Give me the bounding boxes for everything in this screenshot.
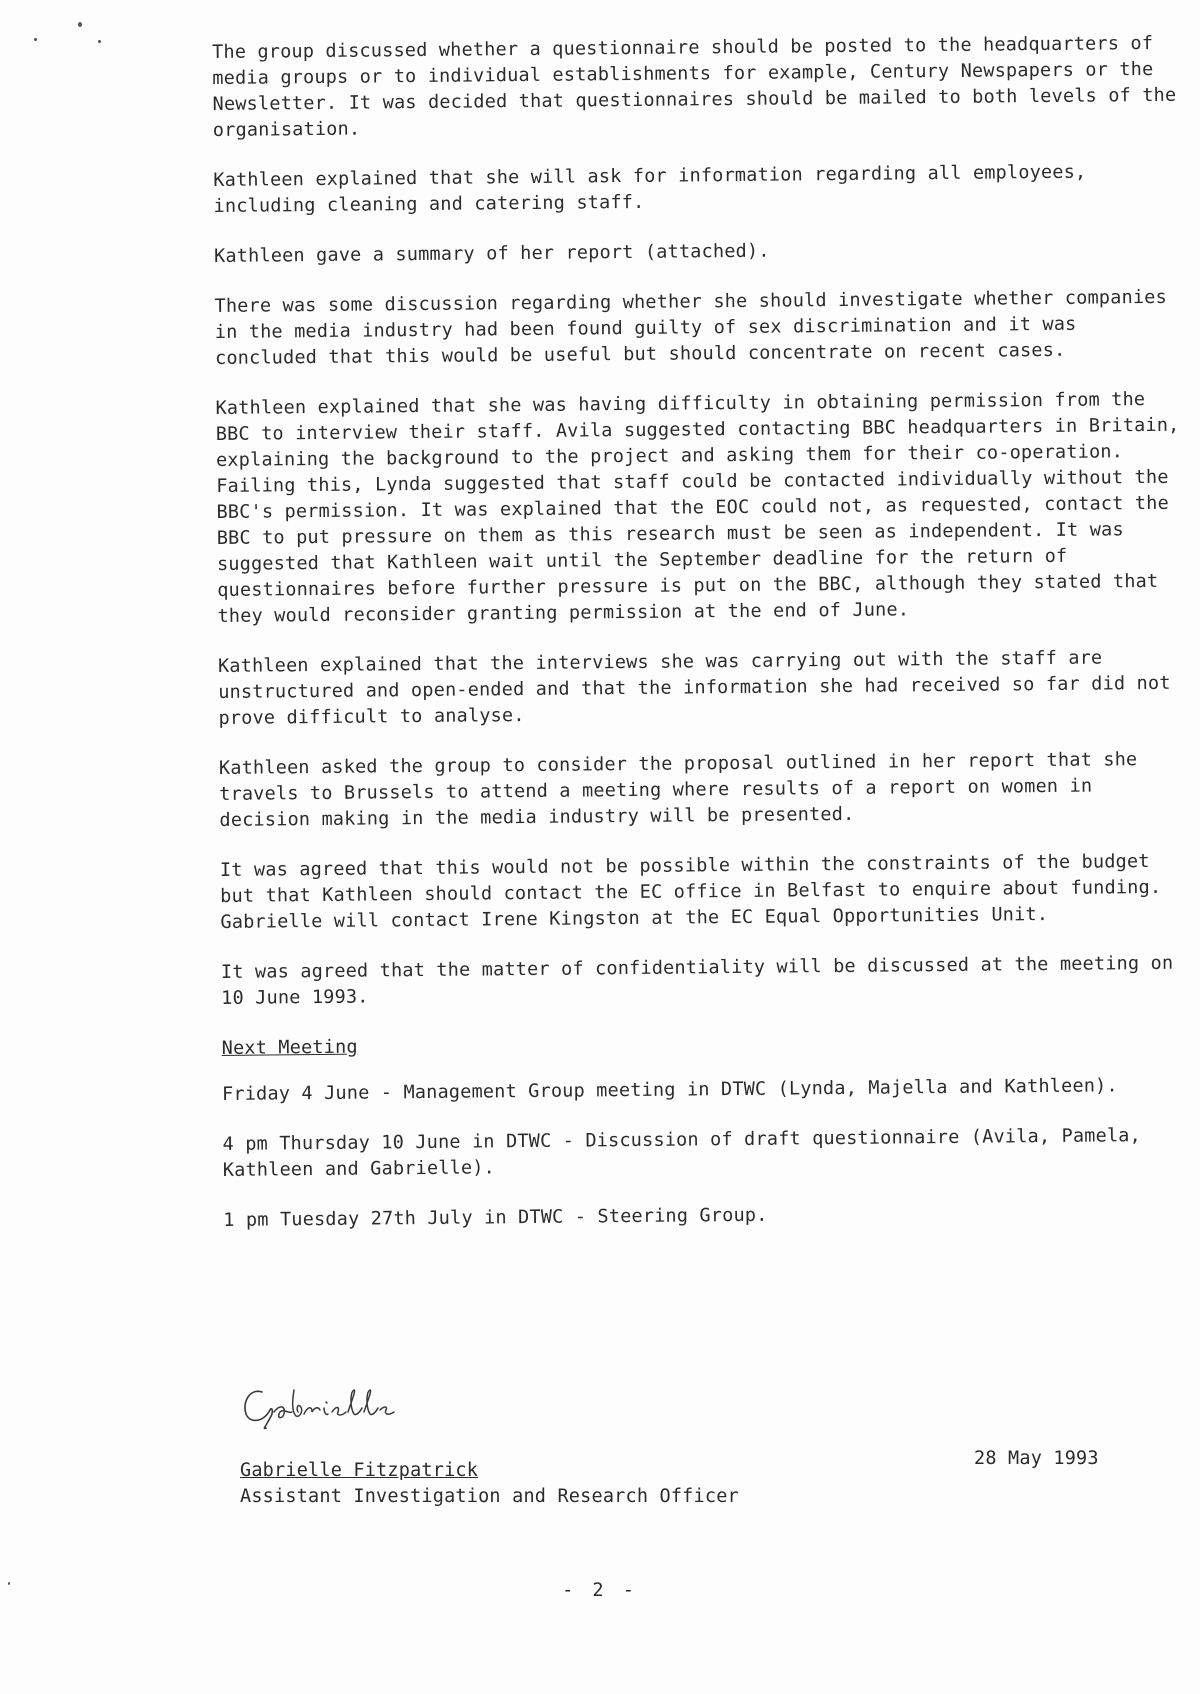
paragraph-interviews: Kathleen explained that the interviews she was carrying out with the staff are unstructured and open-ended and that the information she had received so far did not prove difficult to analyse. bbox=[217, 647, 1171, 729]
paragraph-questionnaire-posting: The group discussed whether a questionnaire should be posted to the headquarters of media groups or to individual establishments for example, Century Newspapers or the Newsletter. It was decided that questionnaires should be mailed to both levels of the organisation. bbox=[212, 32, 1177, 141]
paragraph-employee-information: Kathleen explained that she will ask for information regarding all employees, including cleaning and catering staff. bbox=[213, 161, 1087, 217]
paragraph-sex-discrimination: There was some discussion regarding whether she should investigate whether companies in the media industry had been found guilty of sex discrimination and it was concluded that this would be useful but should concentrate on recent cases. bbox=[214, 286, 1168, 369]
scan-speck bbox=[98, 40, 101, 43]
document-body bbox=[212, 31, 1199, 1258]
page-number: - 2 - bbox=[562, 1580, 638, 1601]
paragraph-brussels-proposal: Kathleen asked the group to consider the proposal outlined in her report that she travels to Brussels to attend a meeting where results of a report on women in decision making in the media industry will be presented. bbox=[218, 749, 1138, 831]
handwritten-signature bbox=[240, 1378, 420, 1438]
scan-speck bbox=[34, 38, 37, 41]
meeting-item: Friday 4 June - Management Group meeting in DTWC (Lynda, Majella and Kathleen). bbox=[222, 1075, 1118, 1105]
scan-speck bbox=[78, 22, 82, 27]
paragraph-report-summary: Kathleen gave a summary of her report (attached). bbox=[213, 240, 770, 267]
signatory-title: Assistant Investigation and Research Officer bbox=[240, 1486, 739, 1507]
next-meeting-heading: Next Meeting bbox=[221, 1036, 358, 1059]
signature-block bbox=[240, 1378, 1140, 1518]
meeting-item: 1 pm Tuesday 27th July in DTWC - Steering Group. bbox=[223, 1204, 768, 1231]
paragraph-bbc-permission: Kathleen explained that she was having difficulty in obtaining permission from the BBC to interview their staff. Avila suggested contacting BBC headquarters in Britain, explaining the background to the project and asking them for their co-operation. Failing this, Lynda suggested that staff could be contacted individually without the BBC's permission. It was explained that the EOC could not, as requested, contact the BBC to put pressure on them as this research must be seen as independent. It was suggested that Kathleen wait until the September deadline for the return of questionnaires before further pressure is put on the BBC, although they stated that they would reconsider granting permission at the end of June. bbox=[215, 389, 1180, 627]
paragraph-confidentiality: It was agreed that the matter of confidentiality will be discussed at the meeting on 10 June 1993. bbox=[220, 952, 1174, 1009]
paragraph-budget-funding: It was agreed that this would not be possible within the constraints of the budget but that Kathleen should contact the EC office in Belfast to enquire about funding. Gabrielle will contact Irene Kingston at the EC Equal Opportunities Unit. bbox=[219, 851, 1162, 933]
document-date: 28 May 1993 bbox=[974, 1448, 1099, 1469]
signatory-name: Gabrielle Fitzpatrick bbox=[240, 1460, 479, 1481]
meeting-item: 4 pm Thursday 10 June in DTWC - Discussion of draft questionnaire (Avila, Pamela, Kathleen and Gabrielle). bbox=[222, 1125, 1142, 1181]
